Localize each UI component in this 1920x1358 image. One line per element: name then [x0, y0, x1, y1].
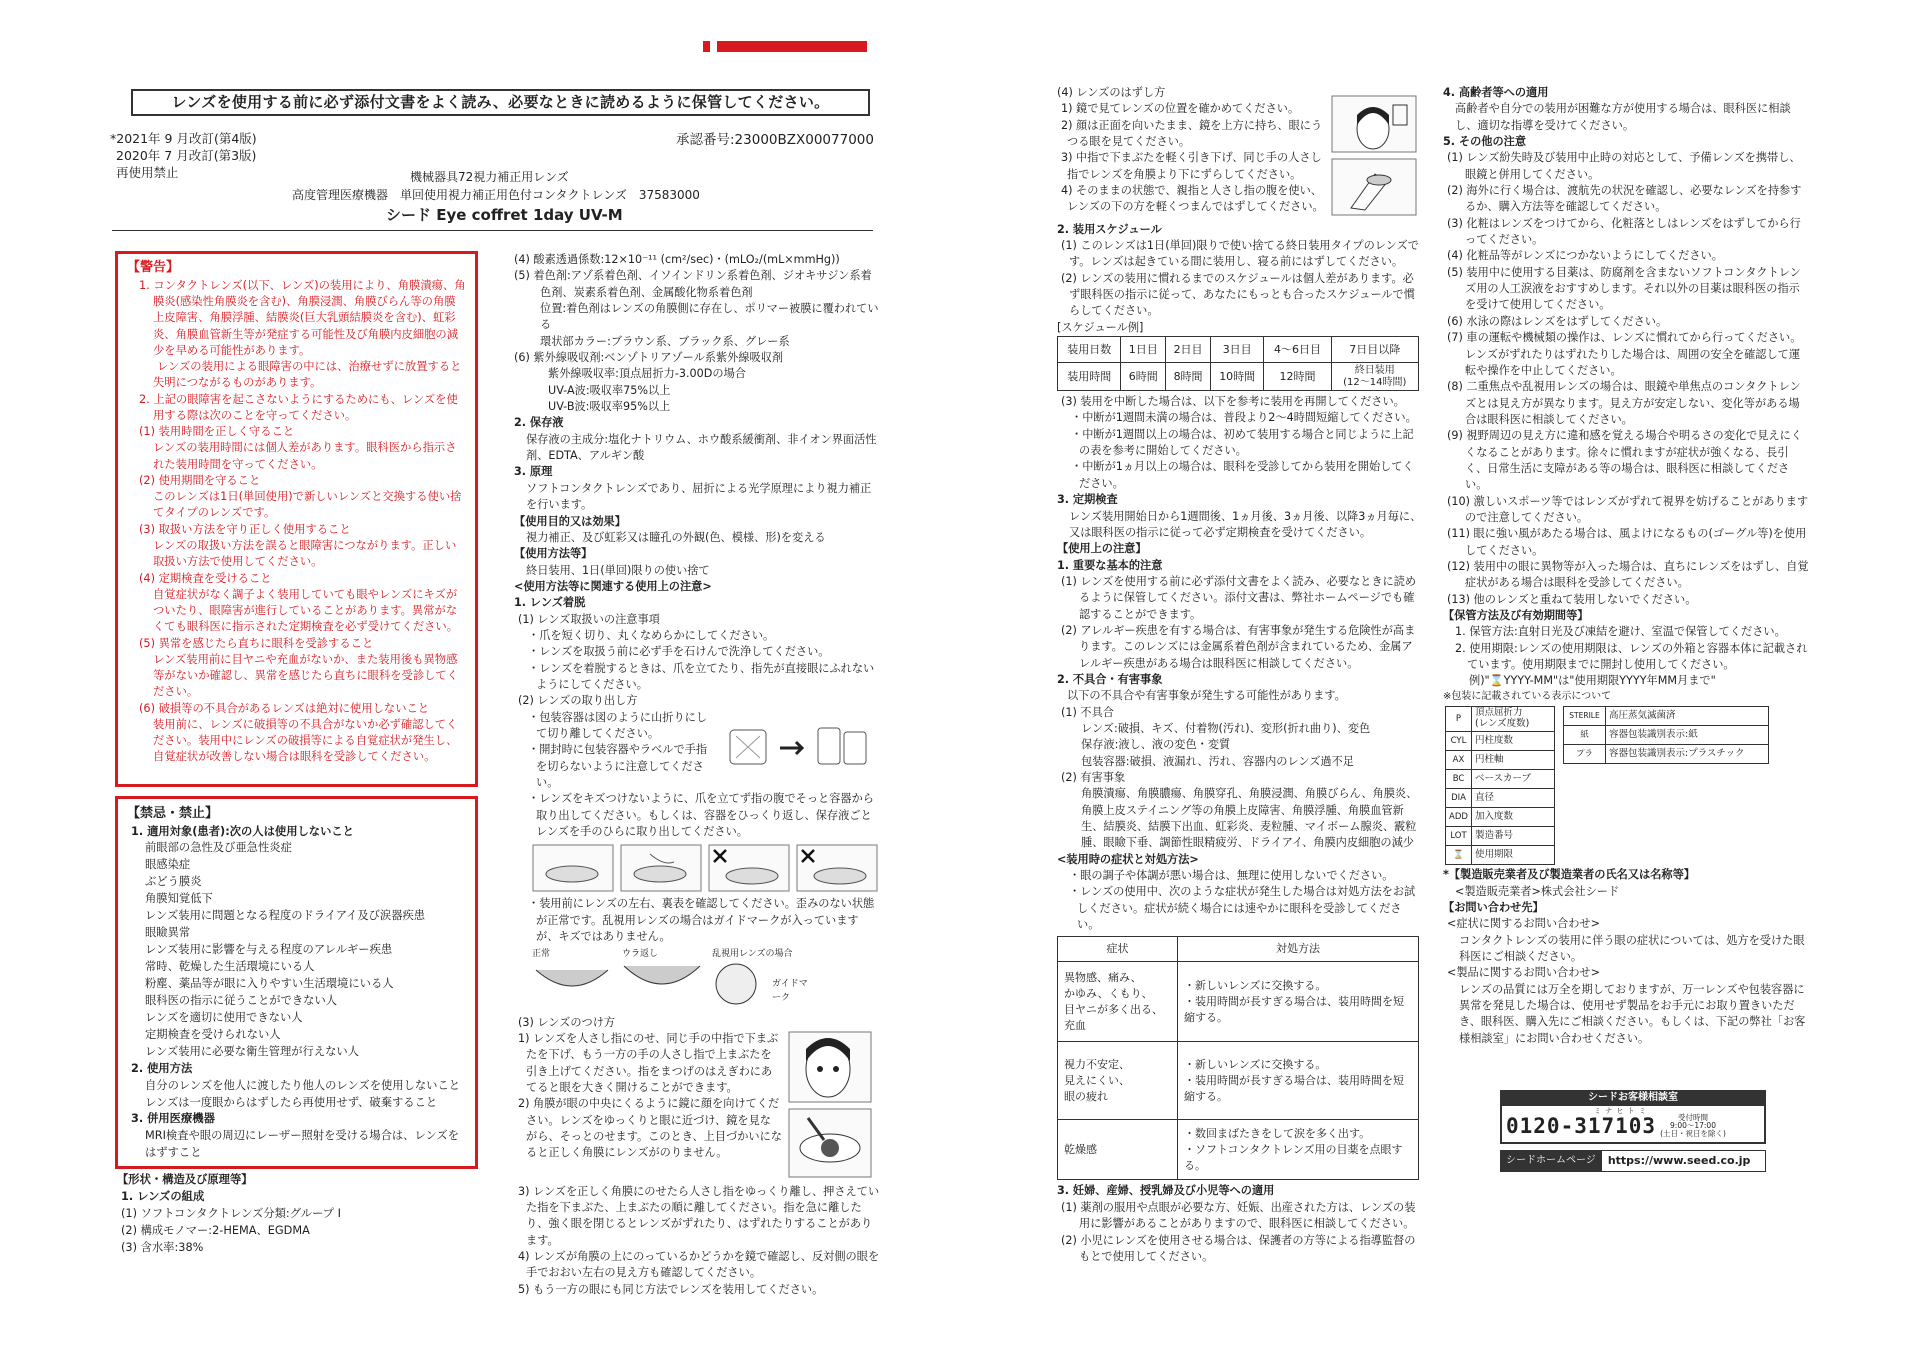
symbol-row — [1446, 827, 1555, 846]
cs-reading: ミ ナ ヒ ト ミ — [1594, 1107, 1647, 1115]
c4-q5: レンズの品質には万全を期しておりますが、万一レンズや包装容器に異常を発見した場合は、使用せず製品をお手元にお取り置きいただき、眼科医、購入先にご相談ください。もしくは、下記の弊社「お客様相談室」にお問い合わせください。 — [1459, 982, 1806, 1045]
c2-c4: 4) レンズが角膜の上にのっているかどうかを鏡で確認し、反対側の眼を手でおおい左右の見え方も確認してください。 — [518, 1250, 880, 1280]
hp-url[interactable]: https://www.seed.co.jp — [1602, 1150, 1766, 1172]
symbol-text: 製造番号 — [1472, 827, 1555, 846]
face-insert-illustration — [788, 1031, 872, 1103]
symbol-row — [1446, 751, 1555, 770]
c2-principle: ソフトコンタクトレンズであり、屈折による光学原理により視力補正を行います。 — [526, 481, 872, 512]
symbol-text: 円柱度数 — [1472, 732, 1555, 751]
c4-o12: (12) 装用中の眼に異物等が入った場合は、直ちにレンズをはずし、自覚症状がある場合は眼科を受診してください。 — [1447, 559, 1809, 590]
symptom-row — [1058, 962, 1419, 1042]
prohibition-item: レンズ装用に問題となる程度のドライアイ及び涙器疾患 — [145, 909, 426, 923]
symptom-cell: 異物感、痛み、 かゆみ、くもり、 目ヤニが多く出る、 充血 — [1058, 962, 1178, 1042]
package-open-icon — [722, 718, 872, 776]
c3-s3a: ・中断が1週間未満の場合は、普段より2〜4時間短縮してください。 — [1071, 411, 1417, 425]
warning-i2b: このレンズは1日(単回使用)で新しいレンズと交換する使い捨てタイプのレンズです。 — [153, 490, 462, 520]
prohibition-item: レンズ装用に影響を与える程度のアレルギー疾患 — [145, 943, 393, 957]
c4-elderly-head: 4. 高齢者等への適用 — [1443, 86, 1549, 99]
shape-s1: 1. レンズの組成 — [121, 1189, 205, 1203]
c4-o11: (11) 眼に強い風があたる場合は、風よけになるもの(ゴーグル等)を使用してください。 — [1447, 527, 1807, 557]
c2-solution-head: 2. 保存液 — [514, 416, 564, 430]
c2-b1: ・爪を短く切り、丸くなめらかにしてください。 — [528, 628, 775, 642]
schedule-cell: 装用日数 — [1058, 337, 1121, 363]
warning-i3b: レンズの取扱い方法を誤ると眼障害につながります。正しい取扱い方法で使用してください。 — [153, 538, 457, 569]
c2-colorant: (5) 着色剤:アゾ系着色剤、イソインドリン系着色剤、ジオキサジン系着色剤、炭素系着色剤、金属酸化物系着色剤 — [514, 269, 872, 299]
c3-s3b: ・中断が1週間以上の場合は、初めて装用する場合と同じように上記の表を参考に開始してください。 — [1071, 427, 1414, 458]
c4-storage-head: 【保管方法及び有効期間等】 — [1443, 609, 1589, 622]
c3-k1: (1) レンズを使用する前に必ず添付文書をよく読み、必要なときに読めるように保管してください。添付文書は、弊社ホームページでも確認することができます。 — [1061, 574, 1417, 621]
c4-other-head: 5. その他の注意 — [1443, 135, 1527, 149]
fig-reverse-label: ウラ返し — [622, 949, 659, 960]
symptom-head-cell: 対処方法 — [1178, 937, 1419, 962]
symbol-row — [1446, 770, 1555, 789]
c3-f5: 包装容器:破損、液漏れ、汚れ、容器内のレンズ過不足 — [1081, 754, 1354, 768]
pinch-ng-icon — [796, 844, 878, 892]
prohibition-item: 眼感染症 — [145, 858, 191, 872]
c4-o9: (9) 視野周辺の見え方に違和感を覚える場合や明るさの変化で見えにくくなることがあります。徐々に慣れますが症状が強くなる、長引く、日常生活に支障がある等の場合は、眼科医に相談してください。 — [1447, 429, 1803, 492]
symbol-code: CYL — [1446, 732, 1472, 751]
symptom-row — [1058, 1120, 1419, 1180]
warning-i3: (3) 取扱い方法を守り正しく使用すること — [139, 522, 351, 536]
c2-b7: ・装用前にレンズの左右、裏表を確認してください。歪みのない状態が正常です。乱視用レンズの場合はガイドマークが入っていますが、キズではありません。 — [528, 897, 875, 944]
schedule-cell: 4〜6日目 — [1264, 337, 1331, 363]
c3-s1: (1) このレンズは1日(単回)限りで使い捨てる終日装用タイプのレンズです。レンズは起きている間に装用し、寝る前にはずしてください。 — [1061, 239, 1419, 269]
c2-b2: ・レンズを取扱う前に必ず手を石けんで洗浄してください。 — [528, 645, 830, 659]
c4-o8: (8) 二重焦点や乱視用レンズの場合は、眼鏡や単焦点のコンタクトレンズとは見え方が異なります。見え方が安定しない、変化等がある場合は眼科医に相談してください。 — [1447, 380, 1801, 426]
c4-q2: <症状に関するお問い合わせ> — [1447, 917, 1600, 931]
c3-g2: ・レンズの使用中、次のような症状が発生した場合は対処方法をお試しください。症状が続く場合には速やかに眼科を受診してください。 — [1069, 885, 1416, 932]
shape-section — [117, 1172, 477, 1257]
c2-solution: 保存液の主成分:塩化ナトリウム、ホウ酸系緩衝剤、非イオン界面活性剤、EDTA、アルギン酸 — [526, 432, 877, 463]
symbol-text: 容器包装識別表示:プラスチック — [1606, 745, 1769, 764]
c2-lens-handling-head: 1. レンズ着脱 — [514, 596, 586, 610]
c4-o7: (7) 車の運転や機械類の操作は、レンズに慣れてから行ってください。レンズがずれたりはずれたりした場合は、周囲の安全を確認して運転や操作を中止してください。 — [1447, 331, 1802, 377]
finger-pick-ok-icon — [620, 844, 702, 892]
c2-b3: ・レンズを着脱するときは、爪を立てたり、指先が直接眼にふれないようにしてください。 — [528, 661, 875, 691]
symbol-code: BC — [1446, 770, 1472, 789]
c3-checkup-head: 3. 定期検査 — [1057, 493, 1118, 507]
c3-removal-head: (4) レンズのはずし方 — [1057, 86, 1166, 99]
c2-b4: ・包装容器は図のように山折りにして切り離してください。 — [528, 710, 708, 740]
pinch-removal-illustration — [1331, 158, 1417, 216]
mirror-face-illustration — [1331, 95, 1417, 153]
symbol-row — [1446, 789, 1555, 808]
symbol-text: 容器包装識別表示:紙 — [1606, 726, 1769, 745]
fig-normal-label: 正常 — [532, 949, 551, 960]
prohibition-item: レンズ装用に必要な衛生管理が行えない人 — [145, 1044, 360, 1058]
c2-b5: ・開封時に包装容器やラベルで手指を切らないように注意してください。 — [528, 743, 708, 789]
recycle-plastic-icon: プラ — [1564, 745, 1606, 764]
schedule-head-row — [1058, 337, 1419, 363]
c3-precautions-head: 【使用上の注意】 — [1057, 542, 1147, 556]
remedy-cell: ・数回まばたきをして涙を多く出す。 ・ソフトコンタクトレンズ用の目薬を点眼する。 — [1178, 1120, 1419, 1180]
prohibition-item: 常時、乾燥した生活環境にいる人 — [145, 960, 315, 973]
c3-m1: (1) 薬剤の服用や点眼が必要な方、妊娠、出産された方は、レンズの装用に影響があることがありますので、眼科医に相談してください。 — [1061, 1200, 1416, 1231]
warning-i5b: レンズ装用前に目ヤニや充血がないか、また装用後も異物感等がないか確認し、異常を感じたら直ちに眼科を受診してください。 — [153, 652, 459, 699]
c3-f1: 以下の不具合や有害事象が発生する可能性があります。 — [1067, 689, 1346, 703]
c3-f4: 保存液:液し、液の変色・変質 — [1081, 738, 1231, 752]
symbol-code: AX — [1446, 751, 1472, 770]
c4-o10: (10) 激しいスポーツ等ではレンズがずれて視界を妨げることがありますので注意してください。 — [1447, 494, 1809, 524]
toric-lens-icon — [712, 962, 772, 1006]
c2-c1: 1) レンズを人さし指にのせ、同じ手の中指で下まぶたを下げ、もう一方の手の人さし指で上まぶたを引き上げてください。指をまつげのはえぎわにあてると眼を大きく開けることができます。 — [518, 1032, 779, 1095]
symbol-code: LOT — [1446, 827, 1472, 846]
symptom-head-cell: 症状 — [1058, 937, 1178, 962]
warning-i1b: レンズの装用時間には個人差があります。眼科医から指示された装用時間を守ってください。 — [153, 441, 457, 471]
c3-r5: 4) そのままの状態で、親指と人さし指の腹を使い、レンズの下の方を軽くつまんではずしてください。 — [1061, 184, 1324, 214]
c2-uv: (6) 紫外線吸収剤:ベンゾトリアゾール系紫外線吸収剤 — [514, 351, 784, 365]
prohibition-box — [115, 796, 478, 1169]
warning-p1b: レンズの装用による眼障害の中には、治療せずに放置すると失明につながるものがあります。 — [153, 360, 462, 390]
c3-schedule-head: 2. 装用スケジュール — [1057, 222, 1162, 236]
lens-reverse-icon — [622, 962, 702, 992]
c4-o13: (13) 他のレンズと重ねて装用しないでください。 — [1447, 592, 1697, 606]
c3-k2: (2) アレルギー疾患を有する場合は、有害事象が発生する危険性が高まります。このレンズには金属系着色剤が含まれているため、金属アレルギー疾患がある場合は眼科医に相談してください。 — [1061, 623, 1416, 670]
top-red-mark-small — [703, 41, 710, 52]
symbol-table-left — [1445, 706, 1555, 865]
package-open-illustration — [722, 718, 872, 776]
shape-b: (2) 構成モノマー:2-HEMA、EGDMA — [121, 1223, 310, 1237]
c3-s2: (2) レンズの装用に慣れるまでのスケジュールは個人差があります。必ず眼科医の指示に従って、あなたにもっとも合ったスケジュールで慣らしてください。 — [1061, 271, 1415, 318]
schedule-cell: 1日目 — [1121, 337, 1166, 363]
c3-m2: (2) 小児にレンズを使用させる場合は、保護者の方等による指導監督のもとで使用してください。 — [1061, 1233, 1416, 1263]
c2-takeout: (2) レンズの取り出し方 — [518, 694, 638, 708]
prohibition-title: 【禁忌・禁止】 — [127, 806, 219, 821]
c4-o3: (3) 化粧はレンズをつけてから、化粧落としはレンズをはずしてから行ってください。 — [1447, 216, 1801, 247]
warning-i2: (2) 使用期間を守ること — [139, 473, 261, 487]
c3-f3: レンズ:破損、キズ、付着物(汚れ)、変形(折れ曲り)、変色 — [1081, 721, 1371, 735]
shape-title: 【形状・構造及び原理等】 — [117, 1173, 253, 1186]
schedule-table — [1057, 336, 1419, 391]
column-2 — [514, 252, 880, 1296]
recycle-paper-icon: 紙 — [1564, 726, 1606, 745]
symbol-row — [1446, 707, 1555, 732]
nail-ng-icon — [708, 844, 790, 892]
c4-elderly: 高齢者や自分での装用が困難な方が使用する場合は、眼科医に相談し、適切な指導を受けてください。 — [1455, 102, 1791, 132]
prohibition-item: 前眼部の急性及び亜急性炎症 — [145, 841, 292, 855]
c3-f7: 角膜潰瘍、角膜膿瘍、角膜穿孔、角膜浸潤、角膜びらん、角膜炎、角膜上皮ステイニング等の角膜上皮障害、角膜浮腫、角膜血管新生、結膜炎、結膜下出血、虹彩炎、麦粒腫、マイボーム腺炎、霰粒腫、眼瞼下垂、調節性眼精疲労、ドライアイ、角膜内皮細胞の減少 — [1081, 787, 1418, 850]
cs-hours: 受付時間 9:00〜17:00 (土日・祝日を除く) — [1660, 1112, 1726, 1139]
c4-o5: (5) 装用中に使用する目薬は、防腐剤を含まないソフトコンタクトレンズ用の人工涙液をおすすめします。それ以外の目薬は眼科医の指示を受けて使用してください。 — [1447, 265, 1801, 312]
lens-normal-icon — [532, 962, 612, 992]
symbol-text: 頂点屈折力 (レンズ度数) — [1472, 707, 1555, 732]
lens-shape-figures — [532, 948, 880, 1010]
prohibition-item: 粉塵、薬品等が眼に入りやすい生活環境にいる人 — [145, 976, 394, 990]
c3-f6: (2) 有害事象 — [1061, 771, 1126, 784]
c3-pregnant-head: 3. 妊婦、産婦、授乳婦及び小児等への適用 — [1057, 1184, 1275, 1198]
c4-contact-head: 【お問い合わせ先】 — [1443, 900, 1544, 914]
symptom-head-row — [1058, 937, 1419, 962]
schedule-cell: 8時間 — [1166, 363, 1211, 391]
shape-a: (1) ソフトコンタクトレンズ分類:グループ I — [121, 1206, 341, 1220]
c2-purpose: 視力補正、及び虹彩又は瞳孔の外観(色、模様、形)を変える — [526, 530, 826, 544]
c4-maker: <製造販売業者>株式会社シード — [1455, 884, 1620, 898]
c3-checkup: レンズ装用開始日から1週間後、1ヵ月後、3ヵ月後、以降3ヵ月毎に、又は眼科医の指示に従って必ず定期検査を受けてください。 — [1069, 509, 1422, 539]
c4-o6: (6) 水泳の際はレンズをはずしてください。 — [1447, 314, 1668, 328]
no-reuse: 再使用禁止 — [116, 164, 179, 180]
fig-toric-label: 乱視用レンズの場合 — [712, 949, 793, 960]
symptom-row — [1058, 1042, 1419, 1120]
cs-title: シードお客様相談室 — [1500, 1090, 1766, 1106]
symbol-table-right — [1563, 706, 1769, 764]
prohibition-s2a: 自分のレンズを他人に渡したり他人のレンズを使用しないこと — [145, 1078, 461, 1092]
schedule-cell: 3日目 — [1210, 337, 1263, 363]
symbol-text: 加入度数 — [1472, 808, 1555, 827]
c2-oxygen: (4) 酸素透過係数:12×10⁻¹¹ (cm²/sec)・(mLO₂/(mL×mmHg)) — [514, 253, 840, 266]
c2-b6: ・レンズをキズつけないように、爪を立てず指の腹でそっと容器から取り出してください。もしくは、容器をひっくり返し、保存液ごとレンズを手のひらに取り出してください。 — [528, 792, 874, 839]
symbol-row — [1446, 732, 1555, 751]
warning-i4: (4) 定期検査を受けること — [139, 571, 272, 585]
device-class: 機械器具72視力補正用レンズ — [410, 170, 569, 184]
warning-p2: 2. 上記の眼障害を起こさないようにするためにも、レンズを使用する際は次のことを守ってください。 — [139, 392, 458, 422]
symbol-code: DIA — [1446, 789, 1472, 808]
symbol-code: P — [1446, 707, 1472, 732]
c2-handling: (1) レンズ取扱いの注意事項 — [518, 612, 660, 626]
top-red-mark-bar — [717, 41, 867, 52]
c4-maker-head: *【製造販売業者及び製造業者の氏名又は名称等】 — [1443, 868, 1695, 882]
prohibition-s2b: レンズは一度眼からはずしたら再使用せず、破棄すること — [145, 1095, 438, 1109]
c2-c3: 3) レンズを正しく角膜にのせたら人さし指をゆっくり離し、押さえていた指を下まぶた、上まぶたの順に離してください。指を急に離したり、強く眼を閉じるとレンズがずれたり、はずれたりすることがあります。 — [518, 1184, 880, 1247]
c3-s3: (3) 装用を中断した場合は、以下を参考に装用を再開してください。 — [1061, 395, 1405, 409]
eye-insert-illustration — [788, 1108, 872, 1178]
revision-2: 2020年 7 月改訂(第3版) — [116, 147, 257, 163]
revision-1: *2021年 9 月改訂(第4版) — [110, 131, 257, 146]
symbol-text: ベースカーブ — [1472, 770, 1555, 789]
warning-box — [115, 251, 478, 787]
cs-phone[interactable]: 0120-317103 — [1506, 1114, 1657, 1139]
schedule-cell: 終日装用 (12〜14時間) — [1331, 363, 1418, 391]
c4-p3: 例)"⌛YYYY-MM"は"使用期限YYYY年MM月まで" — [1469, 674, 1716, 688]
schedule-cell: 12時間 — [1264, 363, 1331, 391]
fig-guide-label: ガイドマーク — [772, 979, 808, 1003]
c4-o1: (1) レンズ紛失時及び装用中止時の対応として、予備レンズを携帯し、眼鏡と併用してください。 — [1447, 151, 1801, 181]
symbol-text: 高圧蒸気滅菌済 — [1606, 707, 1769, 726]
c2-usage: 終日装用、1日(単回)限りの使い捨て — [526, 563, 710, 577]
symptom-cell: 視力不安定、 見えにくい、 眼の疲れ — [1058, 1042, 1178, 1120]
hourglass-icon: ⌛ — [1446, 846, 1472, 865]
c2-uv-rate: 紫外線吸収率:頂点屈折力-3.00Dの場合 — [548, 367, 746, 381]
symbol-code: ADD — [1446, 808, 1472, 827]
prohibition-item: 眼瞼異常 — [145, 926, 191, 940]
c3-g1: ・眼の調子や体調が悪い場合は、無理に使用しないでください。 — [1069, 869, 1394, 883]
c3-defects-head: 2. 不具合・有害事象 — [1057, 672, 1163, 686]
schedule-cell: 6時間 — [1121, 363, 1166, 391]
sterile-icon: STERILE — [1564, 707, 1606, 726]
symptom-cell: 乾燥感 — [1058, 1120, 1178, 1180]
prohibition-s1: 1. 適用対象(患者):次の人は使用しないこと — [131, 824, 354, 838]
shape-c: (3) 含水率:38% — [121, 1240, 204, 1254]
c3-f2: (1) 不具合 — [1061, 705, 1114, 719]
c2-insert-head: (3) レンズのつけ方 — [518, 1015, 616, 1029]
symbol-text: 直径 — [1472, 789, 1555, 808]
c2-uva: UV-A波:吸収率75%以上 — [548, 383, 671, 397]
revision-info — [110, 131, 257, 182]
c2-usage-head: 【使用方法等】 — [514, 547, 593, 561]
c2-ring-color: 環状部カラー:ブラウン系、ブラック系、グレー系 — [540, 334, 790, 348]
c4-o2: (2) 海外に行く場合は、渡航先の状況を確認し、必要なレンズを持参するか、購入方法等を確認してください。 — [1447, 184, 1802, 214]
approval-number: 承認番号:23000BZX00077000 — [676, 132, 874, 148]
warning-title: 【警告】 — [127, 260, 180, 275]
warning-i6b: 装用前に、レンズに破損等の不具合がないか必ず確認してください。装用中にレンズの破損等による自覚症状が発生し、自覚症状が改善しない場合は眼科を受診してください。 — [153, 717, 458, 764]
c2-caution-head: <使用方法等に関連する使用上の注意> — [514, 579, 712, 593]
column-3 — [1057, 85, 1423, 1265]
hp-label: シードホームページ — [1500, 1150, 1602, 1172]
symbol-row — [1446, 808, 1555, 827]
warning-i4b: 自覚症状がなく調子よく装用していても眼やレンズにキズがついたり、眼障害が進行していることがあります。異常がなくても眼科医に指示された定期検査を必ず受けてください。 — [153, 587, 459, 634]
warning-i1: (1) 装用時間を正しく守ること — [139, 425, 295, 439]
lens-removal-illustrations — [532, 844, 880, 892]
c4-p4: ※包装に記載されている表示について — [1443, 690, 1612, 702]
schedule-cell: 2日目 — [1166, 337, 1211, 363]
c3-r2: 1) 鏡で見てレンズの位置を確かめてください。 — [1061, 102, 1300, 116]
c2-purpose-head: 【使用目的又は効果】 — [514, 514, 626, 528]
schedule-time-row — [1058, 363, 1419, 391]
c2-c2: 2) 角膜が眼の中央にくるように鏡に顔を向けてください。レンズをゆっくりと眼に近づけ、鏡を見ながら、そっとのせます。このとき、上目づかいになると正しく角膜にレンズがのりません。 — [518, 1097, 782, 1160]
c3-r3: 2) 顔は正面を向いたまま、鏡を上方に持ち、眼にうつる眼を見てください。 — [1061, 118, 1323, 149]
remedy-cell: ・新しいレンズに交換する。 ・装用時間が長すぎる場合は、装用時間を短縮する。 — [1178, 962, 1419, 1042]
c4-o4: (4) 化粧品等がレンズにつかないようにしてください。 — [1447, 249, 1723, 263]
symbol-row — [1446, 846, 1555, 865]
prohibition-item: 定期検査を受けられない人 — [145, 1027, 281, 1041]
symptom-table — [1057, 936, 1419, 1180]
customer-service-box — [1500, 1090, 1766, 1174]
c3-basic-head: 1. 重要な基本的注意 — [1057, 558, 1163, 572]
header-rule — [112, 230, 873, 231]
schedule-cell: 10時間 — [1210, 363, 1263, 391]
column-4 — [1443, 85, 1810, 1085]
c2-uvb: UV-B波:吸収率95%以上 — [548, 400, 671, 414]
c4-q3: コンタクトレンズの装用に伴う眼の症状については、処方を受けた眼科医にご相談ください。 — [1459, 933, 1805, 963]
prohibition-list — [127, 840, 466, 1060]
warning-i5: (5) 異常を感じたら直ちに眼科を受診すること — [139, 636, 374, 650]
prohibition-item: レンズを適切に使用できない人 — [145, 1010, 303, 1024]
c2-principle-head: 3. 原理 — [514, 465, 553, 479]
c3-s3c: ・中断が1ヵ月以上の場合は、眼科を受診してから装用を開始してください。 — [1071, 460, 1414, 490]
c4-p2: 2. 使用期限:レンズの使用期限は、レンズの外箱と容器本体に記載されています。使用期限までに開封し使用してください。 — [1455, 641, 1808, 672]
prohibition-item: 眼科医の指示に従うことができない人 — [145, 993, 338, 1007]
symbol-row — [1564, 726, 1769, 745]
symbol-row — [1564, 707, 1769, 726]
warning-p1: 1. コンタクトレンズ(以下、レンズ)の装用により、角膜潰瘍、角膜炎(感染性角膜炎を含む)、角膜浸潤、角膜びらん等の角膜上皮障害、角膜浮腫、結膜炎(巨大乳頭結膜炎を含む)、虹彩炎、角膜血管新生等が発症する可能性及び角膜内皮細胞の減少を早める可能性があります。 — [139, 278, 466, 357]
warning-i6: (6) 破損等の不具合があるレンズは絶対に使用しないこと — [139, 701, 430, 715]
finger-pick-icon — [532, 844, 614, 892]
prohibition-item: ぶどう膜炎 — [145, 875, 202, 889]
c3-schedule-title: [スケジュール例] — [1057, 320, 1144, 334]
device-name: 高度管理医療機器 単回使用視力補正用色付コンタクトレンズ 37583000 — [292, 188, 700, 202]
prohibition-s2: 2. 使用方法 — [131, 1061, 193, 1075]
prohibition-s3: 3. 併用医療機器 — [131, 1112, 215, 1126]
read-instructions-notice: レンズを使用する前に必ず添付文書をよく読み、必要なときに読めるように保管してください。 — [131, 89, 870, 116]
symbol-text: 円柱軸 — [1472, 751, 1555, 770]
prohibition-item: 角膜知覚低下 — [145, 892, 213, 906]
symbol-text: 使用期限 — [1472, 846, 1555, 865]
c2-position: 位置:着色剤はレンズの角膜側に存在し、ポリマー被膜に覆われている — [540, 302, 879, 332]
schedule-cell: 装用時間 — [1058, 363, 1121, 391]
c2-c5: 5) もう一方の眼にも同じ方法でレンズを装用してください。 — [518, 1282, 824, 1296]
c4-p1: 1. 保管方法:直射日光及び凍結を避け、室温で保管してください。 — [1455, 625, 1786, 639]
schedule-cell: 7日目以降 — [1331, 337, 1418, 363]
symbol-row — [1564, 745, 1769, 764]
prohibition-s3a: MRI検査や眼の周辺にレーザー照射を受ける場合は、レンズをはずすこと — [145, 1129, 460, 1160]
c3-symptom-head: <装用時の症状と対処方法> — [1057, 852, 1199, 866]
product-name: シード Eye coffret 1day UV-M — [386, 206, 623, 224]
remedy-cell: ・新しいレンズに交換する。 ・装用時間が長すぎる場合は、装用時間を短縮する。 — [1178, 1042, 1419, 1120]
c4-q4: <製品に関するお問い合わせ> — [1447, 966, 1600, 980]
c3-r4: 3) 中指で下まぶたを軽く引き下げ、同じ手の人さし指でレンズを角膜より下にずらしてください。 — [1061, 151, 1322, 181]
